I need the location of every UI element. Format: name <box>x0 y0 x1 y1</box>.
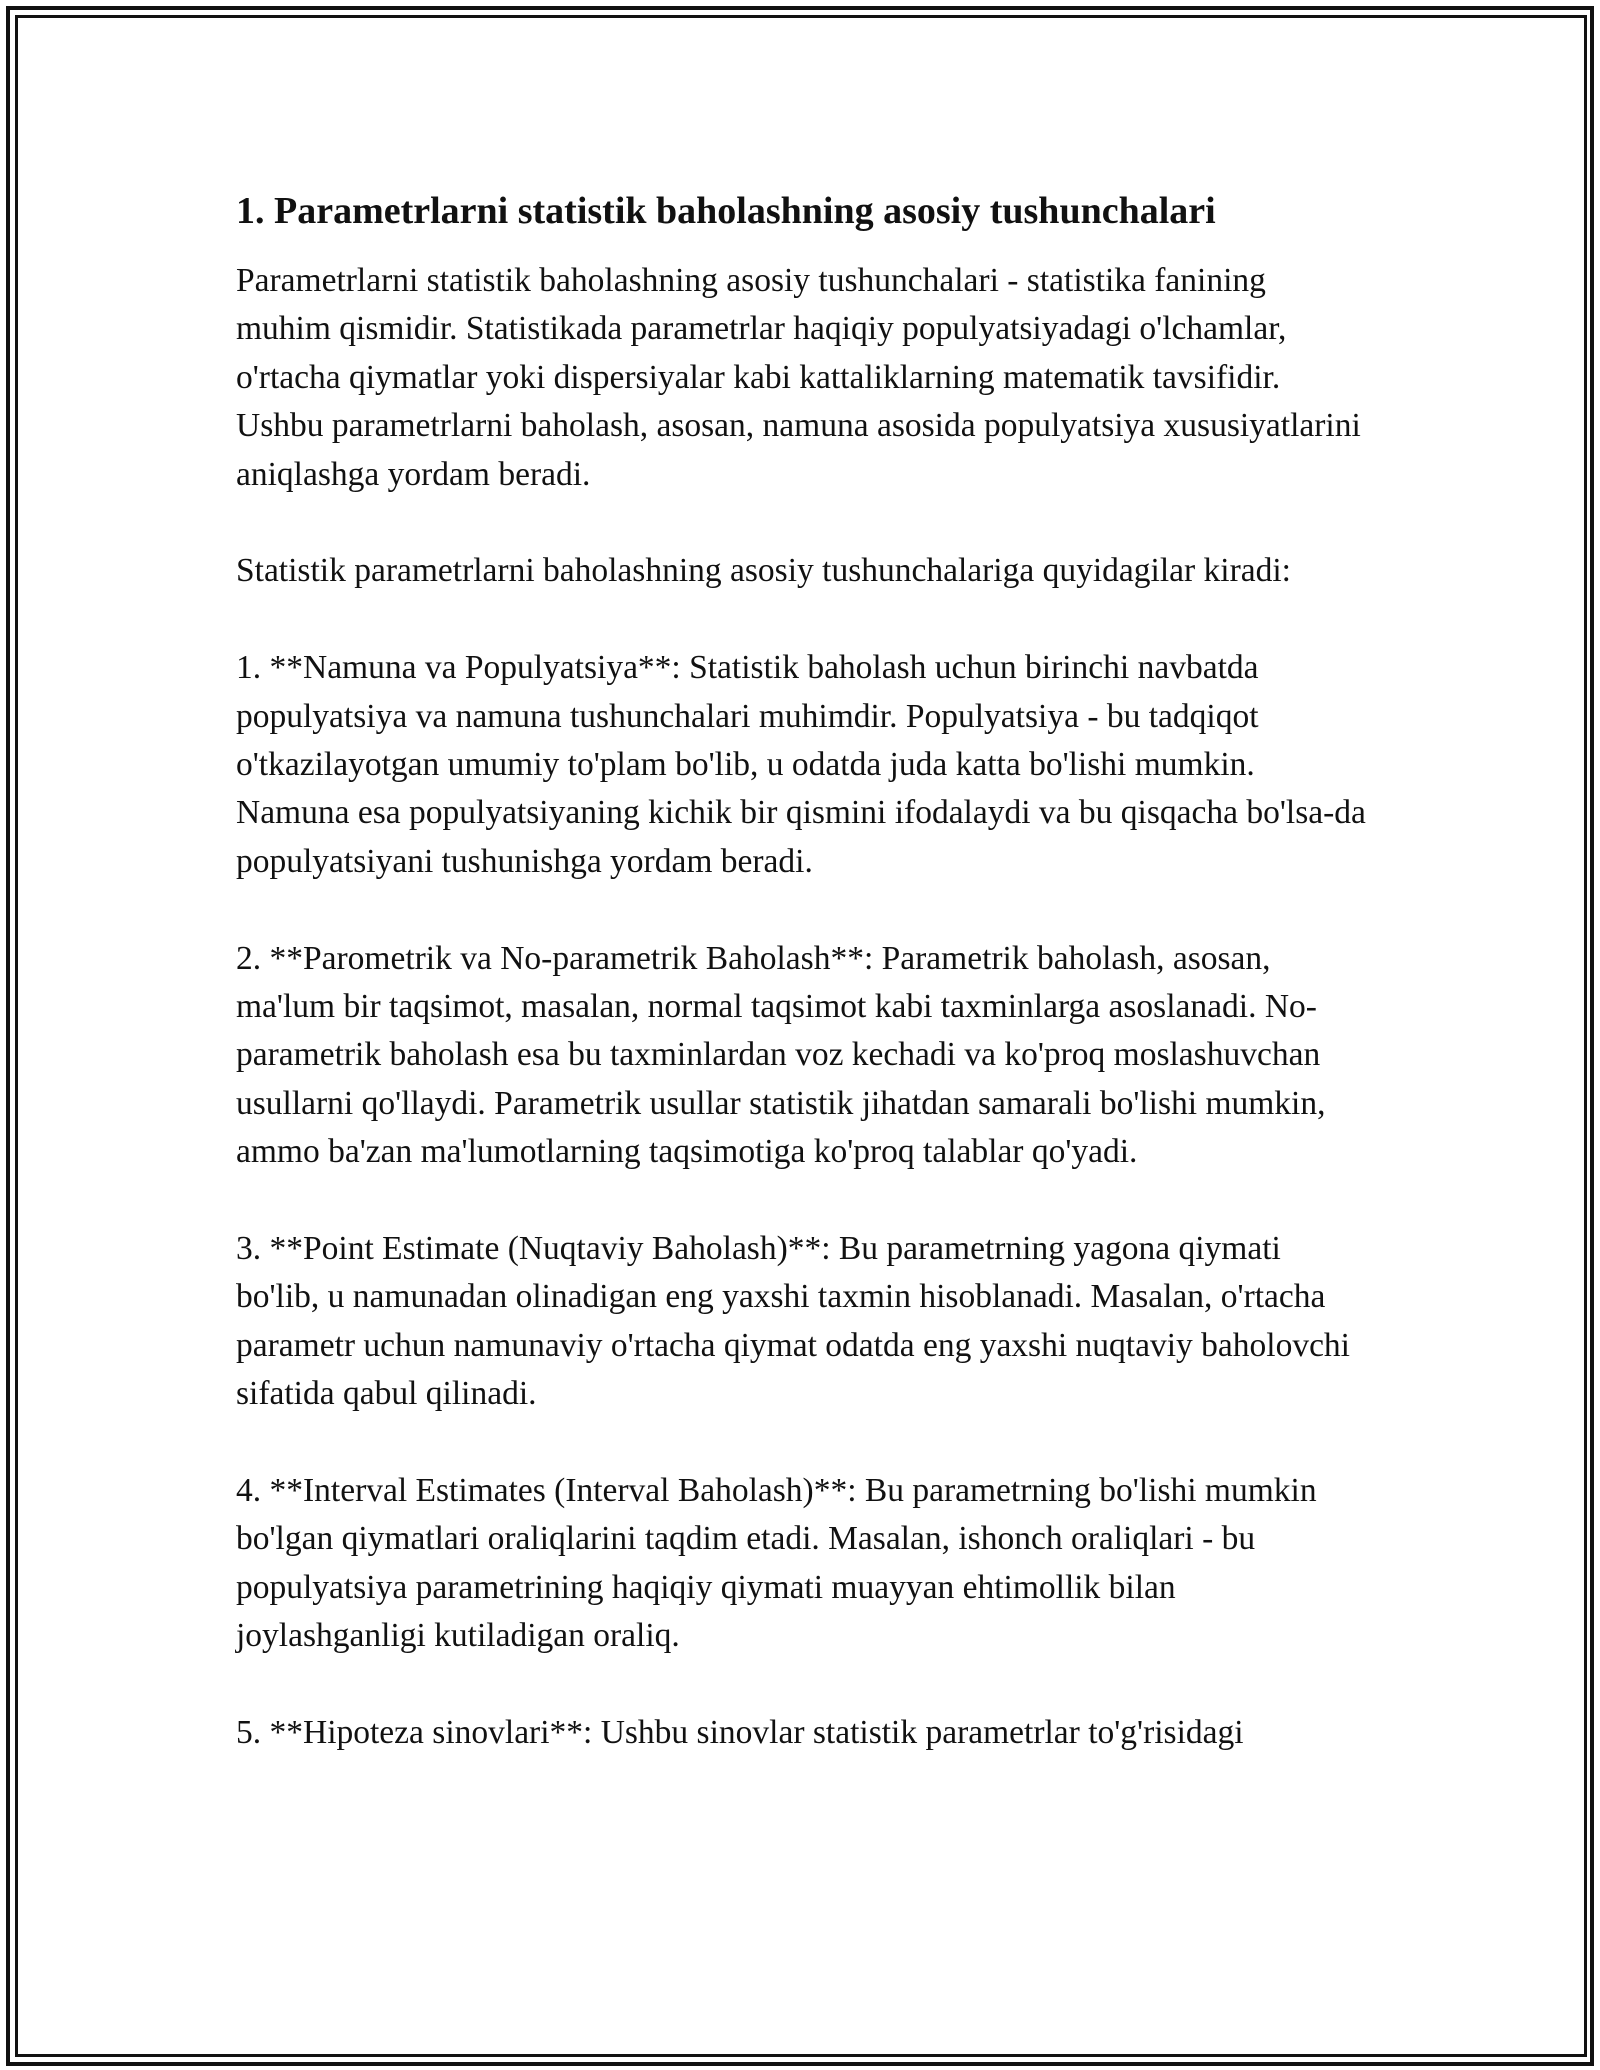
list-item-parametrik-baholash: 2. **Parometrik va No-parametrik Baholash**: Parametrik baholash, asosan, ma'lum bir taqsimot, masalan, normal taqsimot kabi taxminlarga asoslanadi. No-parametrik baholash esa bu taxminlardan voz kechadi va ko'proq moslashuvchan usullarni qo'llaydi. Parametrik usullar statistik jihatdan samarali bo'lishi mumkin, ammo ba'zan ma'lumotlarning taqsimotiga ko'proq talablar qo'yadi. <box>236 939 1326 1171</box>
list-item-point-estimate: 3. **Point Estimate (Nuqtaviy Baholash)**: Bu parametrning yagona qiymati bo'lib, u namunadan olinadigan eng yaxshi taxmin hisoblanadi. Masalan, o'rtacha parametr uchun namunaviy o'rtacha qiymat odatda eng yaxshi nuqtaviy baholovchi sifatida qabul qilinadi. <box>236 1230 1350 1413</box>
page-title: 1. Parametrlarni statistik baholashning asosiy tushunchalari <box>236 190 1216 232</box>
list-item-hipoteza-sinovlari: 5. **Hipoteza sinovlari**: Ushbu sinovlar statistik parametrlar to'g'risidagi <box>236 1714 1244 1752</box>
document-body <box>236 185 1366 1806</box>
intro-paragraph: Parametrlarni statistik baholashning asosiy tushunchalari - statistika fanining muhim qismidir. Statistikada parametrlar haqiqiy populyatsiyadagi o'lchamlar, o'rtacha qiymatlar yoki dispersiyalar kabi kattaliklarning matematik tavsifidir. Ushbu parametrlarni baholash, asosan, namuna asosida populyatsiya xususiyatlarini aniqlashga yordam beradi. <box>236 262 1361 493</box>
list-intro-paragraph: Statistik parametrlarni baholashning asosiy tushunchalariga quyidagilar kiradi: <box>236 552 1291 590</box>
list-item-interval-estimates: 4. **Interval Estimates (Interval Baholash)**: Bu parametrning bo'lishi mumkin bo'lgan qiymatlari oraliqlarini taqdim etadi. Masalan, ishonch oraliqlari - bu populyatsiya parametrining haqiqiy qiymati muayyan ehtimollik bilan joylashganligi kutiladigan oraliq. <box>236 1472 1317 1655</box>
list-item-namuna-populyatsiya: 1. **Namuna va Populyatsiya**: Statistik baholash uchun birinchi navbatda populyatsiya va namuna tushunchalari muhimdir. Populyatsiya - bu tadqiqot o'tkazilayotgan umumiy to'plam bo'lib, u odatda juda katta bo'lishi mumkin. Namuna esa populyatsiyaning kichik bir qismini ifodalaydi va bu qisqacha bo'lsa-da populyatsiyani tushunishga yordam beradi. <box>236 649 1366 880</box>
